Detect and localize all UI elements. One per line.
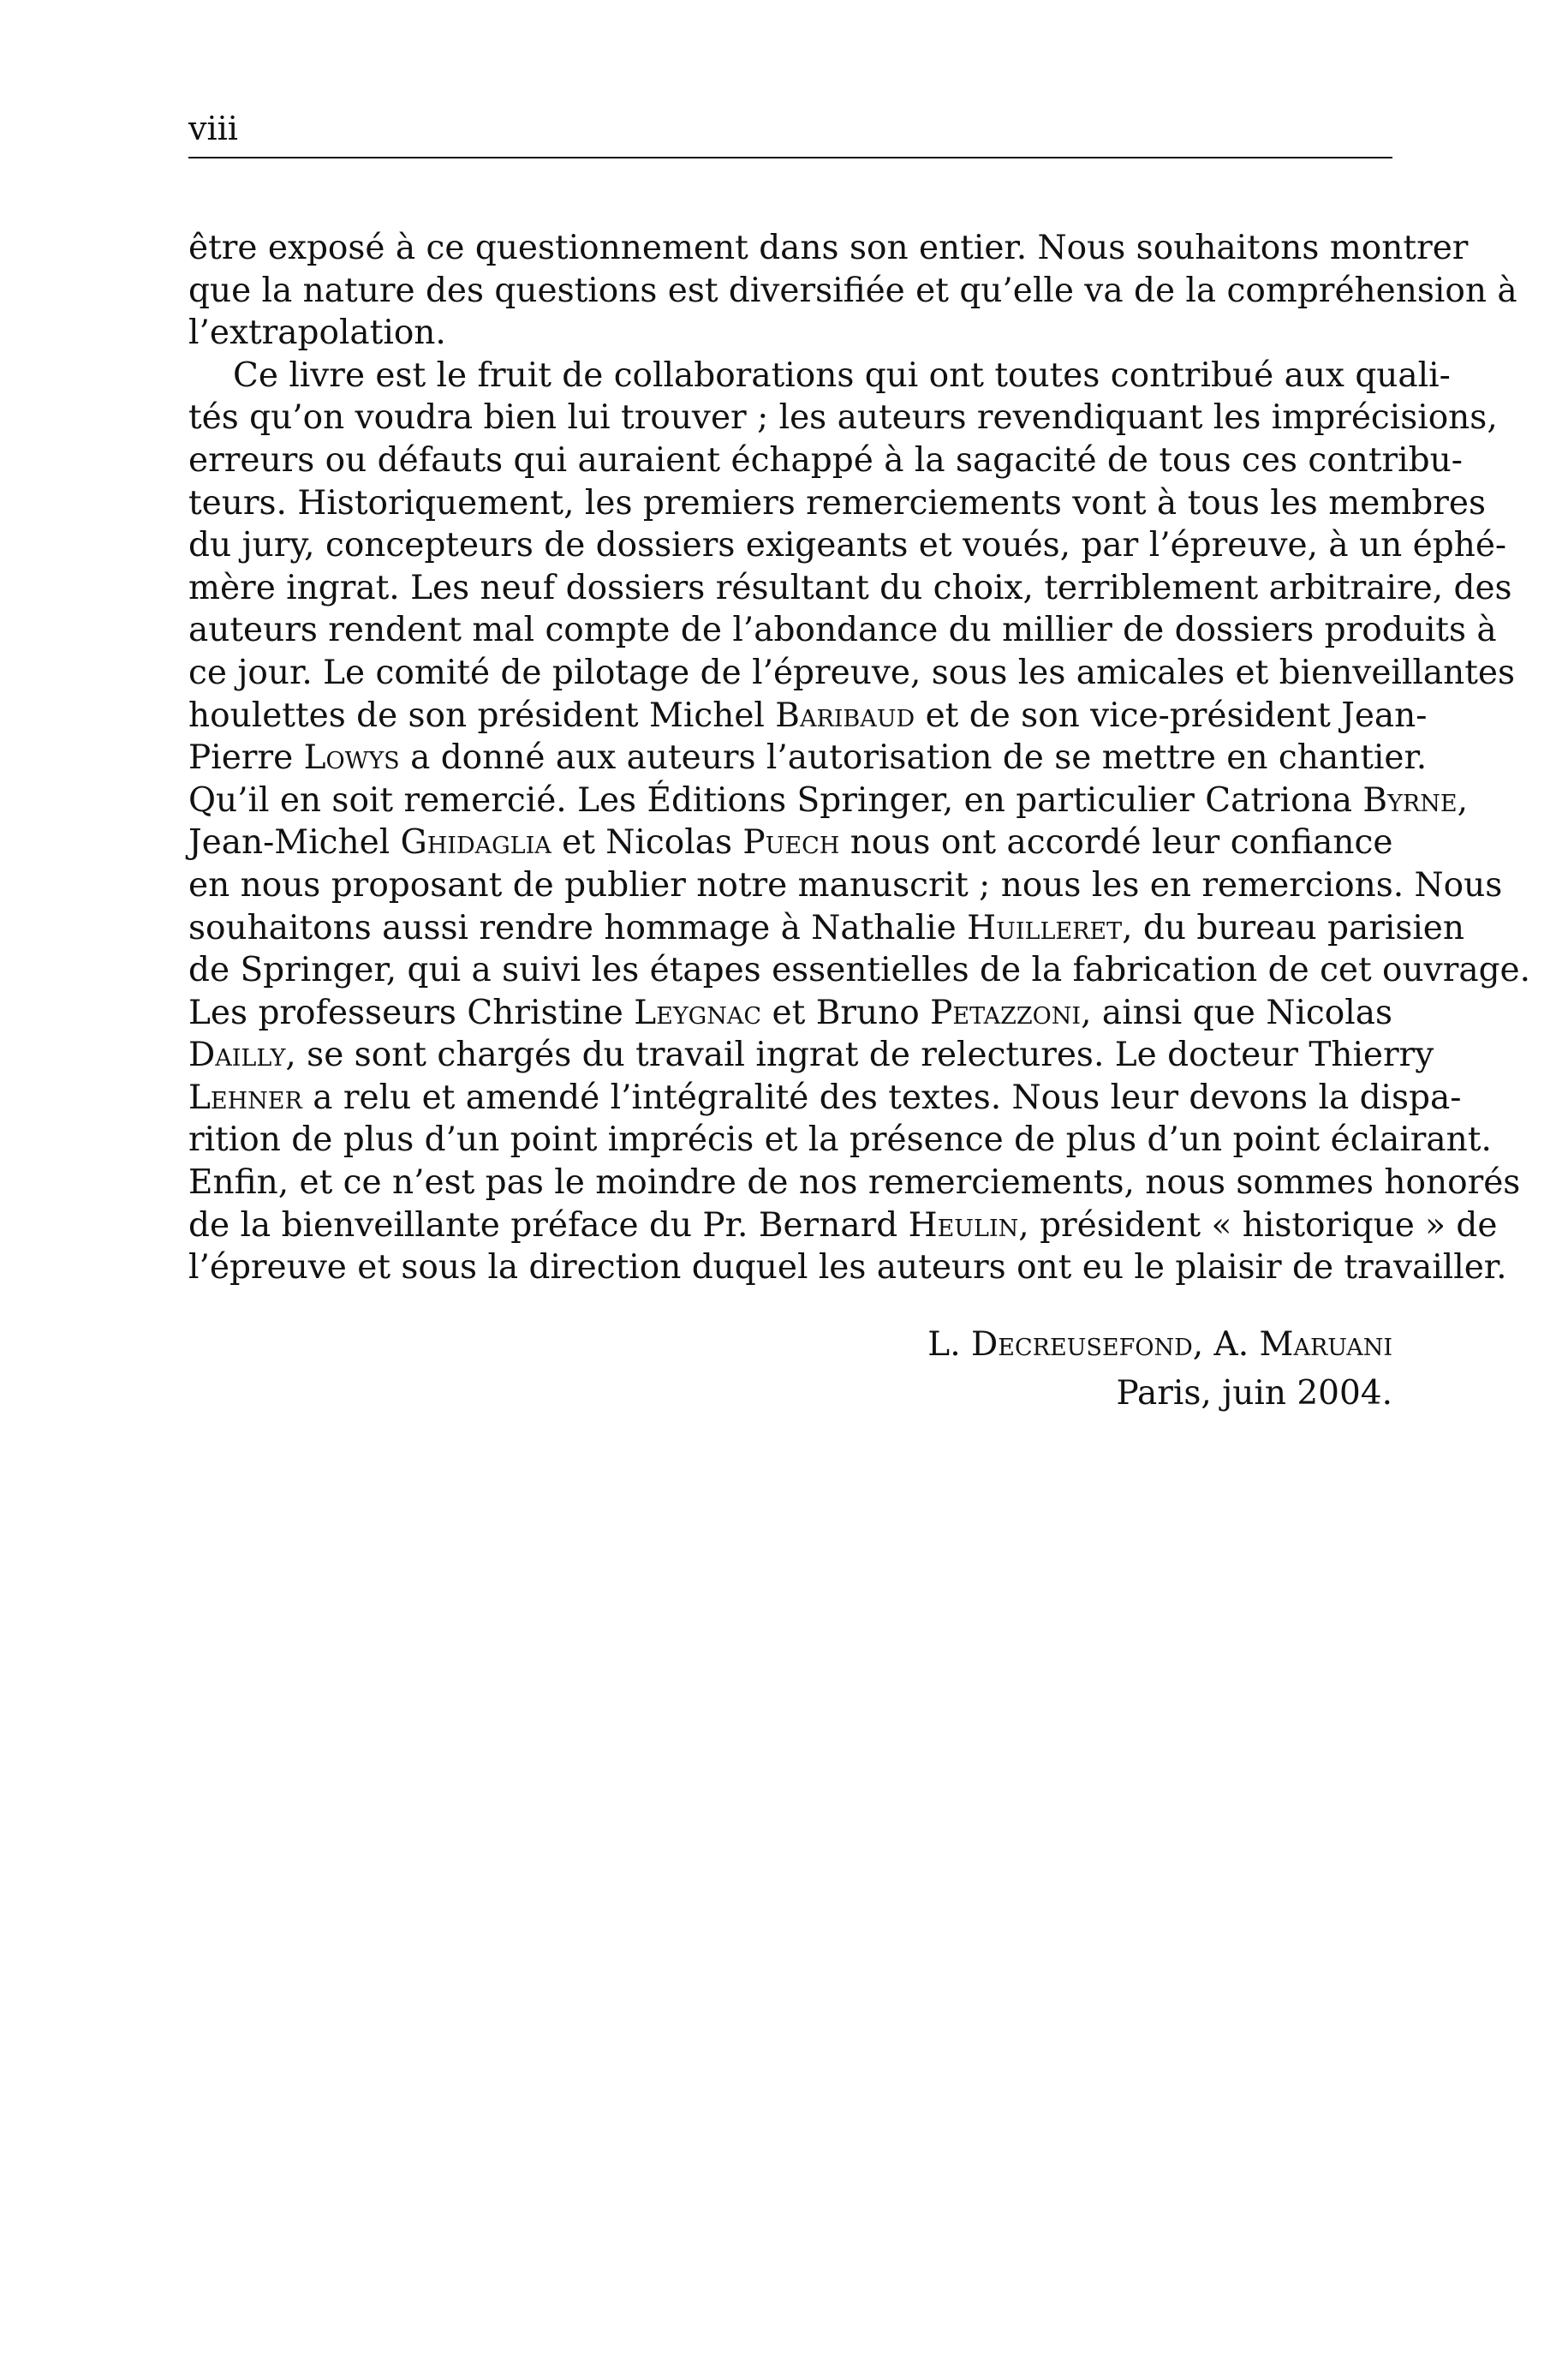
text-line: de Springer, qui a suivi les étapes essentielles de la fabrication de cet ouvrage. bbox=[188, 951, 1531, 990]
text-line: Jean-Michel Ghidaglia et Nicolas Puech nous ont accordé leur confiance bbox=[188, 823, 1393, 863]
page-number: viii bbox=[188, 110, 238, 147]
signature-place-date-text: Paris, juin 2004. bbox=[1116, 1374, 1392, 1413]
text-line: du jury, concepteurs de dossiers exigeants et voués, par l’épreuve, à un éphé- bbox=[188, 526, 1507, 565]
text-line: souhaitons aussi rendre hommage à Nathalie Huilleret, du bureau parisien bbox=[188, 908, 1465, 947]
text-line: en nous proposant de publier notre manuscrit ; nous les en remercions. Nous bbox=[188, 865, 1503, 905]
text-line: erreurs ou défauts qui auraient échappé à la sagacité de tous ces contribu- bbox=[188, 440, 1463, 480]
text-line: ce jour. Le comité de pilotage de l’épreuve, sous les amicales et bienveillantes bbox=[188, 653, 1515, 692]
paragraph-2 bbox=[188, 355, 1531, 1289]
text-line: Qu’il en soit remercié. Les Éditions Springer, en particulier Catriona Byrne, bbox=[188, 780, 1468, 820]
text-line: Dailly, se sont chargés du travail ingrat de relectures. Le docteur Thierry bbox=[188, 1036, 1434, 1075]
text-line: auteurs rendent mal compte de l’abondance du millier de dossiers produits à bbox=[188, 611, 1497, 650]
text-line: teurs. Historiquement, les premiers remerciements vont à tous les membres bbox=[188, 483, 1486, 523]
text-line: Lehner a relu et amendé l’intégralité des textes. Nous leur devons la dispa- bbox=[188, 1078, 1462, 1117]
text-line: Les professeurs Christine Leygnac et Bruno Petazzoni, ainsi que Nicolas bbox=[188, 993, 1392, 1032]
text-line: rition de plus d’un point imprécis et la présence de plus d’un point éclairant. bbox=[188, 1120, 1492, 1160]
body-text bbox=[188, 227, 1531, 1289]
text-line: mère ingrat. Les neuf dossiers résultant du choix, terriblement arbitraire, des bbox=[188, 568, 1512, 607]
signature-authors bbox=[188, 1323, 1392, 1366]
text-line: houlettes de son président Michel Baribaud et de son vice-président Jean- bbox=[188, 696, 1428, 735]
text-line: Pierre Lowys a donné aux auteurs l’autorisation de se mettre en chantier. bbox=[188, 738, 1428, 778]
text-line: l’extrapolation. bbox=[188, 314, 446, 353]
text-line: de la bienveillante préface du Pr. Bernard Heulin, président « historique » de bbox=[188, 1205, 1498, 1245]
text-line: tés qu’on voudra bien lui trouver ; les auteurs revendiquant les imprécisions, bbox=[188, 398, 1498, 438]
signature-place-date bbox=[188, 1372, 1392, 1415]
page-header bbox=[188, 110, 1392, 158]
paragraph-1 bbox=[188, 227, 1517, 355]
text-line: l’épreuve et sous la direction duquel les auteurs ont eu le plaisir de travailler. bbox=[188, 1248, 1507, 1288]
text-line: que la nature des questions est diversifiée et qu’elle va de la compréhension à bbox=[188, 271, 1517, 310]
text-line: Ce livre est le fruit de collaborations qui ont toutes contribué aux quali- bbox=[233, 356, 1451, 395]
signature-authors-text: L. Decreusefond, A. Maruani bbox=[927, 1325, 1392, 1364]
text-line: être exposé à ce questionnement dans son entier. Nous souhaitons montrer bbox=[188, 229, 1469, 267]
text-line: Enfin, et ce n’est pas le moindre de nos remerciements, nous sommes honorés bbox=[188, 1163, 1521, 1203]
